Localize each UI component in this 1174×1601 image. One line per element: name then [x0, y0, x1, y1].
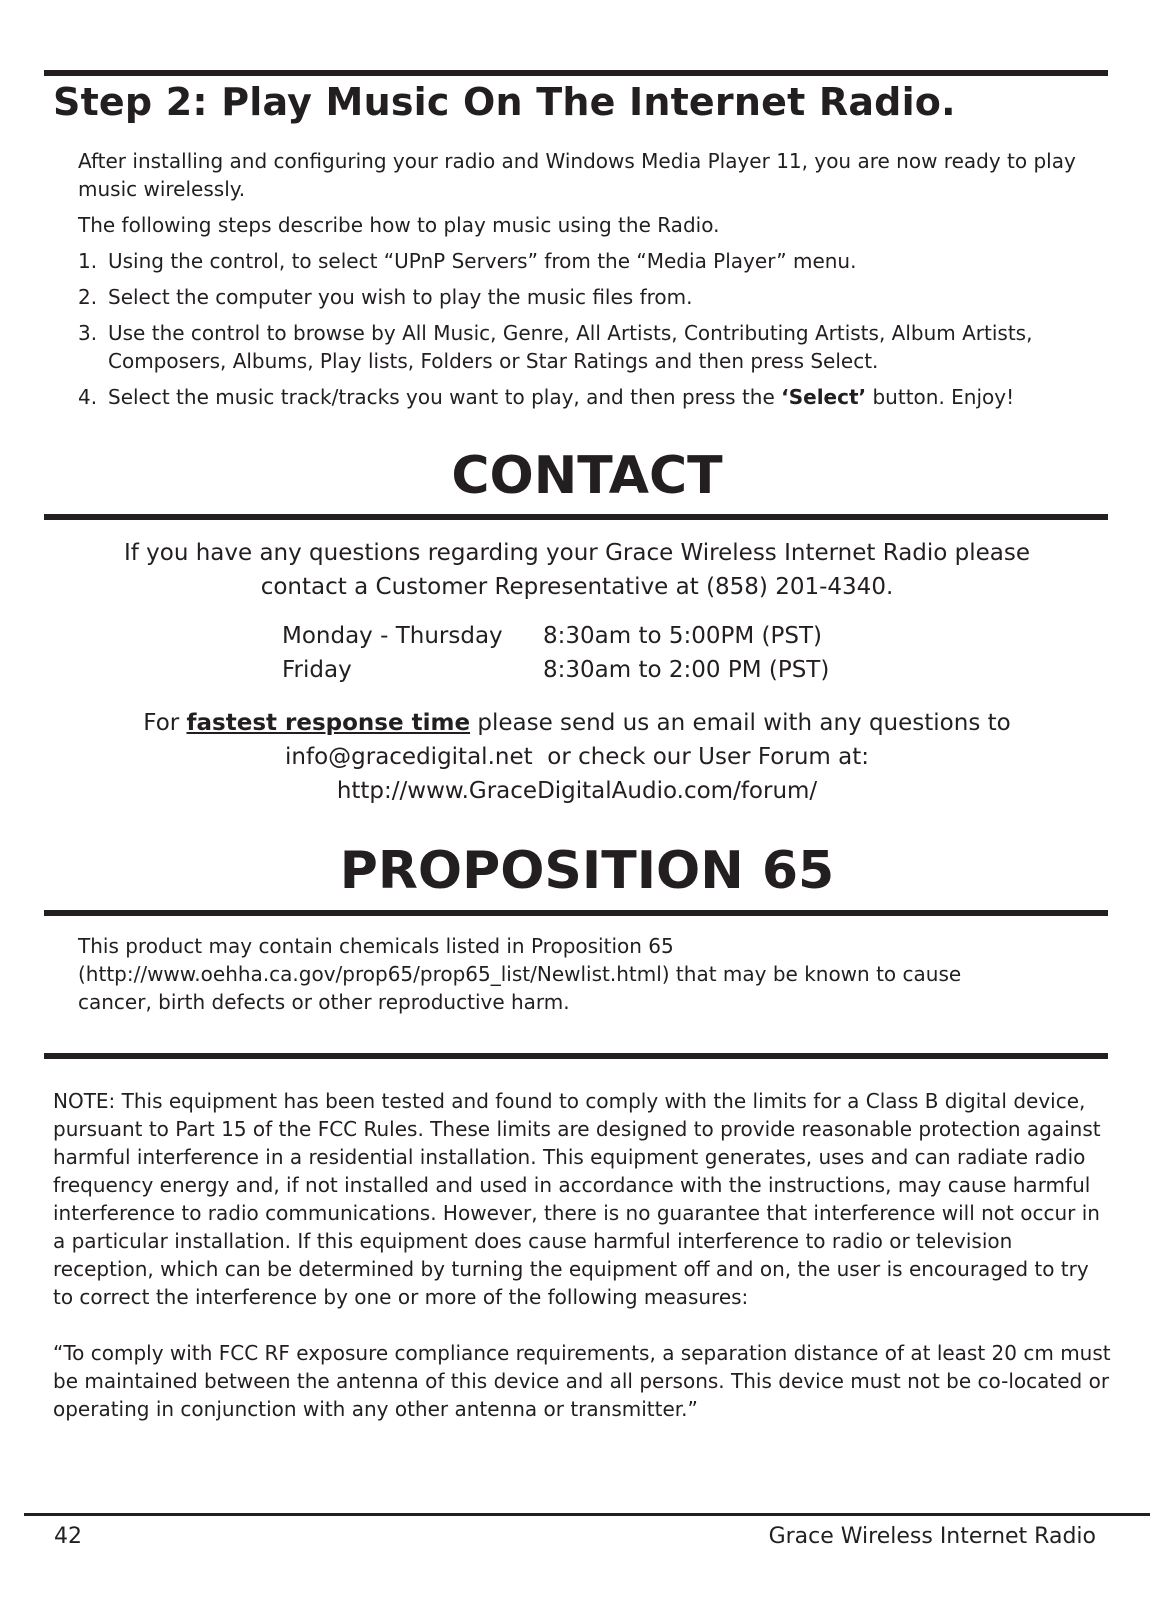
contact-rule	[44, 514, 1108, 520]
hours-row	[282, 619, 829, 653]
list-number: 1.	[78, 249, 98, 273]
fastest-response-emphasis: fastest response time	[186, 710, 471, 736]
list-text: Using the control, to select “UPnP Servers” from the “Media Player” menu.	[108, 249, 857, 273]
hours-day: Friday	[282, 657, 352, 683]
list-number: 2.	[78, 285, 98, 309]
forum-text: or check our User Forum at:	[532, 744, 869, 770]
email-link[interactable]: info@gracedigital.net	[285, 744, 533, 770]
list-text: Select the computer you wish to play the music files from.	[108, 285, 693, 309]
list-item	[78, 283, 1078, 311]
hours-time: 8:30am to 5:00PM (PST)	[543, 623, 822, 649]
prop65-rule	[44, 910, 1108, 916]
page-number: 42	[54, 1524, 82, 1549]
footer-title: Grace Wireless Internet Radio	[768, 1524, 1096, 1549]
hours-time: 8:30am to 2:00 PM (PST)	[543, 657, 830, 683]
email-line	[60, 706, 1094, 740]
step-title: Step 2: Play Music On The Internet Radio.	[53, 80, 956, 124]
top-rule	[44, 70, 1108, 76]
hours-table	[282, 619, 829, 687]
rf-exposure-note: “To comply with FCC RF exposure compliance requirements, a separation distance of at least 20 cm must be maintained between the antenna of this device and all persons. This device must not be co-located or operating in conjunction with any other antenna or transmitter.”	[53, 1341, 1111, 1421]
note-body	[53, 1087, 1113, 1451]
list-number: 4.	[78, 385, 98, 409]
prop65-line-3: cancer, birth defects or other reproductive harm.	[78, 990, 570, 1014]
contact-line-1: If you have any questions regarding your Grace Wireless Internet Radio please	[123, 540, 1031, 566]
forum-link[interactable]: http://www.GraceDigitalAudio.com/forum/	[336, 778, 818, 804]
list-text	[108, 383, 1078, 411]
email-prefix: For	[143, 710, 187, 736]
email-forum-line	[60, 740, 1094, 774]
email-suffix: please send us an email with any questions to	[470, 710, 1011, 736]
contact-email-block	[60, 706, 1094, 808]
prop65-body	[78, 932, 1078, 1016]
list-text-part: button. Enjoy!	[866, 385, 1015, 409]
note-rule	[44, 1053, 1108, 1059]
select-button-label: ‘Select’	[781, 385, 867, 409]
fcc-note: NOTE: This equipment has been tested and found to comply with the limits for a Class B digital device, pursuant to Part 15 of the FCC Rules. These limits are designed to provide reasonable protection against harmful interference in a residential installation. This equipment generates, uses and can radiate radio frequency energy and, if not installed and used in accordance with the instructions, may cause harmful interference to radio communications. However, there is no guarantee that interference will not occur in a particular installation. If this equipment does cause harmful interference to radio or television reception, which can be determined by turning the equipment off and on, the user is encouraged to try to correct the interference by one or more of the following measures:	[53, 1089, 1101, 1309]
list-text: Use the control to browse by All Music, Genre, All Artists, Contributing Artists, Album Artists, Composers, Albums, Play lists, Folders or Star Ratings and then press Select.	[108, 321, 1033, 373]
list-item	[78, 247, 1078, 275]
list-item	[78, 319, 1078, 375]
step-body	[78, 147, 1078, 419]
contact-line-2: contact a Customer Representative at (858) 201-4340.	[260, 574, 894, 600]
step-lead: The following steps describe how to play music using the Radio.	[78, 213, 720, 237]
prop65-heading: PROPOSITION 65	[339, 841, 835, 901]
prop65-line-1: This product may contain chemicals listed in Proposition 65	[78, 934, 674, 958]
prop65-line-2: (http://www.oehha.ca.gov/prop65/prop65_list/Newlist.html) that may be known to cause	[78, 962, 962, 986]
contact-heading: CONTACT	[451, 446, 723, 506]
contact-intro	[60, 536, 1094, 604]
step-intro: After installing and configuring your radio and Windows Media Player 11, you are now ready to play music wirelessly.	[78, 149, 1076, 201]
list-number: 3.	[78, 321, 98, 345]
step-list	[78, 247, 1078, 411]
list-item	[78, 383, 1078, 411]
hours-row	[282, 653, 829, 687]
list-text-part: Select the music track/tracks you want to play, and then press the	[108, 385, 782, 409]
footer-rule	[24, 1513, 1150, 1516]
hours-day: Monday - Thursday	[282, 623, 503, 649]
